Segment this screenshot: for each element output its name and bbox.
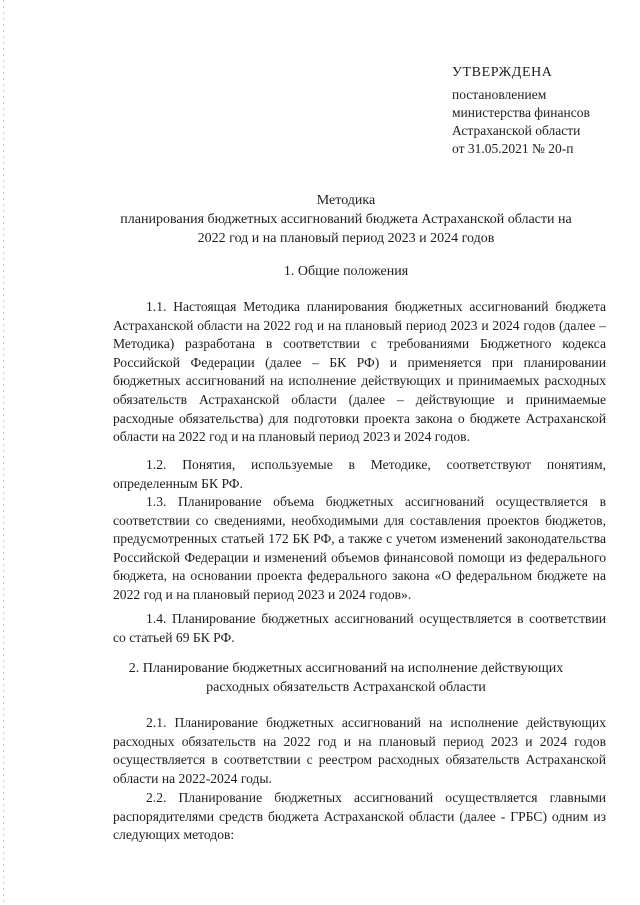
approval-line: постановлением bbox=[452, 87, 547, 102]
section-2-heading bbox=[96, 659, 596, 697]
approval-date-number: от 31.05.2021 № 20-п bbox=[452, 141, 574, 156]
title-line: 2022 год и на плановый период 2023 и 2024 годов bbox=[197, 231, 495, 246]
paragraph-2-1: 2.1. Планирование бюджетных ассигнований на исполнение действующих расходных обязательств на 2022 год и на плановый период 2023 и 2024 годов осуществляется в соответствии с реестром расходных обязательств Астраханской области на 2022-2024 годы. bbox=[113, 715, 606, 786]
approval-line: министерства финансов bbox=[452, 105, 590, 120]
paragraph-1-3: 1.3. Планирование объема бюджетных ассигнований осуществляется в соответствии со сведениями, необходимыми для составления проектов бюджетов, предусмотренных статьей 172 БК РФ, а также с учетом изменений законодательства Российской Федерации и изменений объемов финансовой помощи из федерального бюджета, на основании проекта федерального закона «О федеральном бюджете на 2022 год и на плановый период 2023 и 2024 годов». bbox=[113, 494, 606, 602]
paragraph-1-2: 1.2. Понятия, используемые в Методике, соответствуют понятиям, определенным БК РФ. bbox=[113, 457, 606, 491]
approval-heading: УТВЕРЖДЕНА bbox=[452, 65, 553, 80]
paragraph-2-2: 2.2. Планирование бюджетных ассигнований осуществляется главными распорядителями средств бюджета Астраханской области (далее - ГРБС) одним из следующих методов: bbox=[113, 790, 606, 843]
section-1-heading: 1. Общие положения bbox=[283, 264, 409, 279]
section-2-heading-line: расходных обязательств Астраханской области bbox=[206, 680, 486, 695]
approval-stamp-block bbox=[452, 64, 632, 158]
document-title bbox=[96, 191, 596, 248]
paragraph-1-4: 1.4. Планирование бюджетных ассигнований осуществляется в соответствии со статьей 69 БК РФ. bbox=[113, 611, 606, 645]
section-2-heading-line: 2. Планирование бюджетных ассигнований на исполнение действующих bbox=[128, 661, 564, 676]
title-line: Методика bbox=[316, 193, 376, 208]
scan-edge-line bbox=[3, 0, 4, 905]
title-line: планирования бюджетных ассигнований бюджета Астраханской области на bbox=[120, 212, 572, 227]
paragraph-1-1: 1.1. Настоящая Методика планирования бюджетных ассигнований бюджета Астраханской области на 2022 год и на плановый период 2023 и 2024 годов (далее – Методика) разработана в соответствии с требованиями Бюджетного кодекса Российской Федерации (далее – БК РФ) и применяется при планировании бюджетных ассигнований на исполнение действующих и принимаемых расходных обязательств Астраханской области (далее – действующие и принимаемые расходные обязательства) для подготовки проекта закона о бюджете Астраханской области на 2022 год и на плановый период 2023 и 2024 годов. bbox=[113, 299, 606, 445]
approval-line: Астраханской области bbox=[452, 123, 581, 138]
